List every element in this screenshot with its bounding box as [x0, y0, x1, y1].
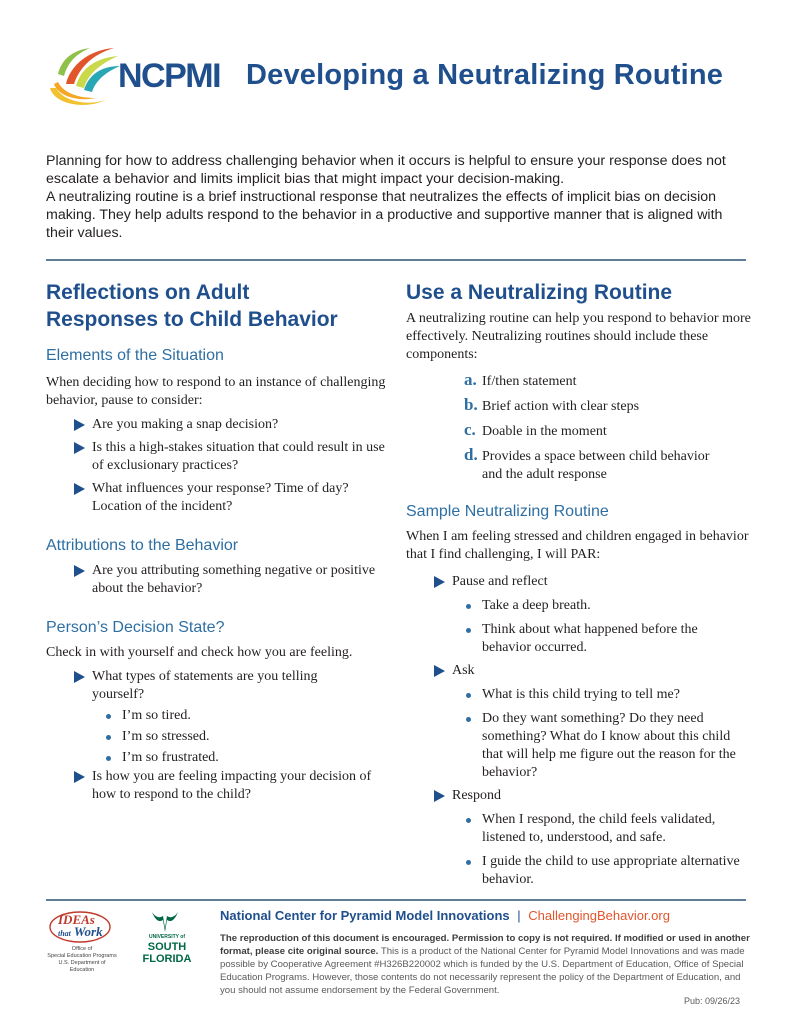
- publication-date: Pub: 09/26/23: [684, 996, 741, 1006]
- attributions-heading: Attributions to the Behavior: [46, 537, 239, 554]
- ideas-caption-1: Office of: [71, 946, 93, 952]
- elements-item: [46, 439, 386, 475]
- decision-state-item-text: What types of statements are you telling yourself?: [92, 669, 318, 702]
- bullet-icon: [466, 604, 471, 609]
- ideas-logo-line-3: Work: [73, 924, 103, 939]
- decision-state-item-text: Is how you are feeling impacting your decision of how to respond to the child?: [92, 769, 372, 802]
- bullet-icon: [106, 735, 111, 740]
- component-text: Doable in the moment: [482, 424, 607, 439]
- footer-org-line: [220, 908, 670, 923]
- right-heading: Use a Neutralizing Routine: [406, 281, 673, 304]
- decision-state-lead: Check in with yourself and check how you are feeling.: [46, 645, 353, 660]
- ideas-that-work-logo: [46, 908, 118, 973]
- par-sub-item: [406, 811, 752, 847]
- page-title: Developing a Neutralizing Routine: [246, 59, 724, 91]
- usf-logo-line-1: UNIVERSITY of: [148, 934, 186, 940]
- arrow-icon: [74, 483, 85, 495]
- decision-sub-item: [46, 728, 386, 746]
- left-heading-line-1: Reflections on Adult: [46, 281, 250, 304]
- par-sub-item: [406, 621, 747, 657]
- par-ask: [406, 662, 751, 680]
- component-letter: a.: [464, 370, 477, 389]
- par-sub-item: [406, 710, 752, 782]
- elements-item-text: Are you making a snap decision?: [92, 417, 279, 432]
- par-sub-item-text: Do they want something? Do they need something? What do I know about this child that will help me figure out the reason for the behavior?: [482, 711, 736, 780]
- ideas-logo-line-1: IDEAs: [58, 912, 95, 927]
- bullet-icon: [466, 628, 471, 633]
- par-sub-item-text: Think about what happened before the behavior occurred.: [482, 622, 698, 655]
- component-letter: b.: [464, 395, 478, 414]
- arrow-icon: [434, 665, 445, 677]
- bullet-icon: [466, 693, 471, 698]
- component-text: Provides a space between child behavior and the adult response: [482, 449, 710, 482]
- par-pause: [406, 573, 751, 591]
- arrow-icon: [74, 771, 85, 783]
- sample-routine-lead: When I am feeling stressed and children engaged in behavior that I find challenging, I will PAR:: [406, 529, 749, 562]
- footer-divider: [46, 899, 746, 901]
- bullet-icon: [466, 860, 471, 865]
- arrow-icon: [74, 419, 85, 431]
- decision-sub-item: [46, 707, 386, 725]
- arrow-icon: [74, 442, 85, 454]
- par-sub-item: [406, 853, 752, 889]
- bullet-icon: [106, 714, 111, 719]
- left-column: [46, 279, 386, 804]
- ncpmi-logo-text: NCPMI: [118, 57, 221, 95]
- elements-item-text: What influences your response? Time of day? Location of the incident?: [92, 481, 349, 514]
- par-sub-item: [406, 686, 751, 704]
- component-item: [406, 445, 732, 484]
- ideas-caption-3: U.S. Department of Education: [58, 960, 106, 973]
- arrow-icon: [74, 671, 85, 683]
- right-column: [406, 279, 751, 889]
- intro-paragraph-2: A neutralizing routine is a brief instructional response that neutralizes the effects of implicit bias on decision making. They help adults respond to the behavior in a productive and supportive manner that is aligned with their values.: [46, 189, 723, 241]
- footer-disclaimer-text: This is a product of the National Center for Pyramid Model Innovations and was made possible by Cooperative Agreement #H326B220002 which is funded by the U.S. Department of Education, Office of Special Education Programs. However, those contents do not necessarily represent the policy of the Department of Education, and you should not assume endorsement by the Federal Government.: [220, 946, 745, 996]
- footer-disclaimer-bold: The reproduction of this document is encouraged. Permission to copy is not required. If modified or used in another format, please cite original source.: [220, 933, 750, 957]
- decision-state-item: [46, 768, 386, 804]
- left-heading: [46, 279, 386, 333]
- decision-sub-item: [46, 749, 386, 767]
- decision-state-heading: Person’s Decision State?: [46, 619, 225, 636]
- arrow-icon: [74, 565, 85, 577]
- footer-website-link[interactable]: ChallengingBehavior.org: [528, 908, 670, 923]
- intro-paragraph-1: Planning for how to address challenging behavior when it occurs is helpful to ensure your response does not escalate a behavior and limits implicit bias that might impact your decision-making.: [46, 153, 726, 187]
- bullet-icon: [466, 717, 471, 722]
- decision-sub-item-text: I’m so stressed.: [122, 729, 210, 744]
- attributions-item: [46, 562, 386, 598]
- ideas-caption-2: Special Education Programs: [47, 953, 117, 959]
- footer-org-name: National Center for Pyramid Model Innovations: [220, 908, 510, 923]
- par-sub-item-text: Take a deep breath.: [482, 598, 591, 613]
- component-text: If/then statement: [482, 374, 577, 389]
- arrow-icon: [434, 576, 445, 588]
- footer-disclaimer: [220, 932, 750, 997]
- left-heading-line-2: Responses to Child Behavior: [46, 308, 338, 331]
- par-sub-item: [406, 597, 751, 615]
- bullet-icon: [466, 818, 471, 823]
- decision-state-item: [46, 668, 342, 704]
- intro-section: [46, 152, 746, 242]
- decision-sub-item-text: I’m so tired.: [122, 708, 191, 723]
- usf-logo-line-3: FLORIDA: [142, 953, 192, 965]
- component-text: Brief action with clear steps: [482, 399, 640, 414]
- footer-separator: |: [517, 908, 521, 923]
- section-divider: [46, 259, 746, 261]
- par-sub-item-text: What is this child trying to tell me?: [482, 687, 680, 702]
- elements-item: [46, 416, 386, 434]
- par-pause-label: Pause and reflect: [452, 574, 548, 589]
- component-item: [406, 395, 751, 416]
- par-sub-item-text: When I respond, the child feels validated, listened to, understood, and safe.: [482, 812, 716, 845]
- sample-routine-heading: Sample Neutralizing Routine: [406, 503, 609, 520]
- par-sub-item-text: I guide the child to use appropriate alternative behavior.: [482, 854, 740, 887]
- elements-heading: Elements of the Situation: [46, 347, 224, 364]
- component-item: [406, 370, 751, 391]
- usf-logo-line-2: SOUTH: [147, 941, 187, 953]
- attributions-item-text: Are you attributing something negative or positive about the behavior?: [92, 563, 376, 596]
- ideas-logo-line-2: that: [58, 929, 71, 938]
- usf-bull-icon: [150, 908, 180, 934]
- elements-item: [46, 480, 386, 516]
- bullet-icon: [106, 756, 111, 761]
- component-letter: c.: [464, 420, 476, 439]
- ncpmi-logo-mark-icon: [44, 44, 120, 110]
- par-respond: [406, 787, 751, 805]
- elements-lead: When deciding how to respond to an instance of challenging behavior, pause to consider:: [46, 375, 386, 408]
- arrow-icon: [434, 790, 445, 802]
- usf-logo: [140, 906, 194, 970]
- par-ask-label: Ask: [452, 663, 475, 678]
- component-item: [406, 420, 751, 441]
- elements-item-text: Is this a high-stakes situation that could result in use of exclusionary practices?: [92, 440, 385, 473]
- component-letter: d.: [464, 445, 478, 464]
- par-respond-label: Respond: [452, 788, 501, 803]
- right-lead: A neutralizing routine can help you respond to behavior more effectively. Neutralizing routines should include these components:: [406, 311, 751, 362]
- decision-sub-item-text: I’m so frustrated.: [122, 750, 219, 765]
